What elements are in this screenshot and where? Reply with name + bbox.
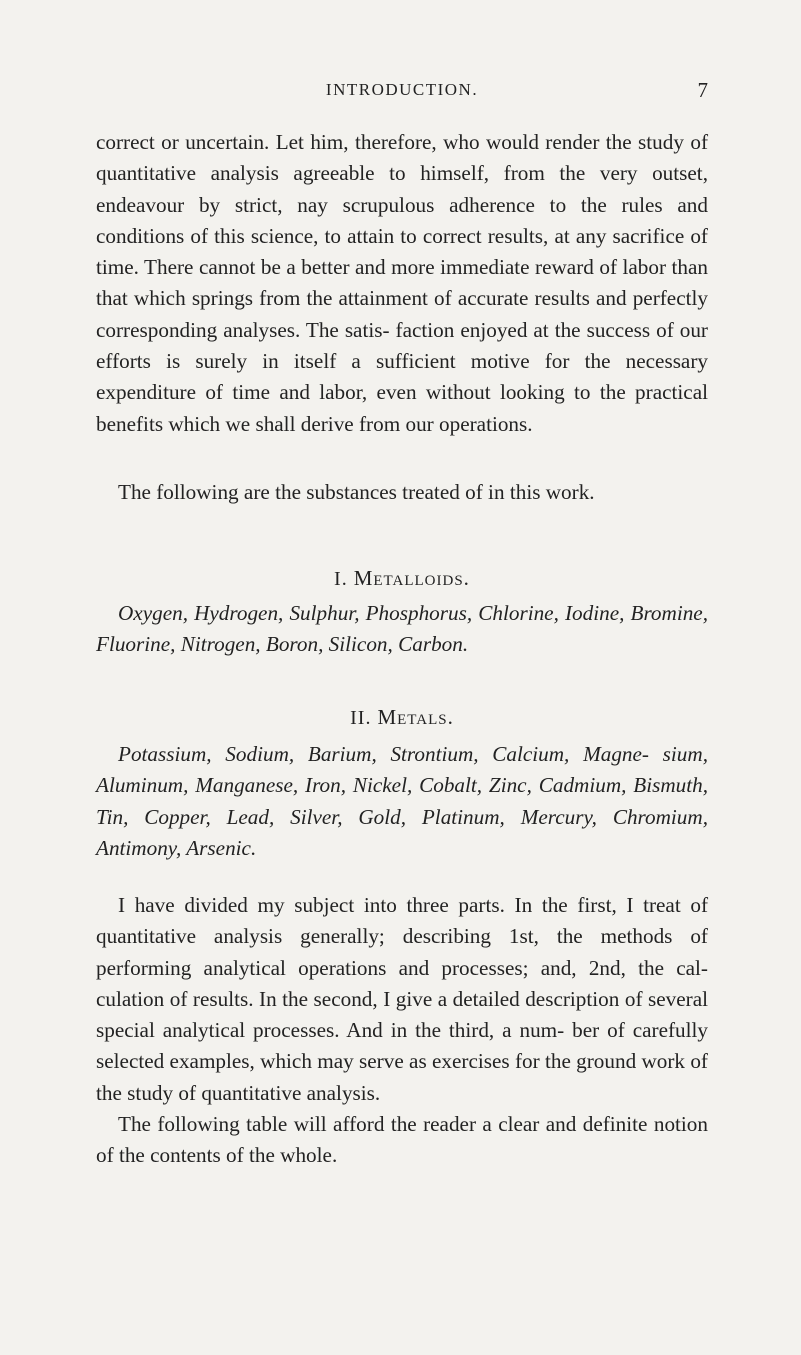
running-title: INTRODUCTION. bbox=[325, 80, 479, 99]
section-numeral: I. bbox=[334, 568, 348, 590]
section-numeral: II. bbox=[350, 707, 372, 729]
element-list-text: Potassium, Sodium, Barium, Strontium, Calcium, Magne- sium, Aluminum, Manganese, Iron, Nickel, Cobalt, Zinc, Cadmium, Bismuth, Tin, Copper, Lead, Silver, Gold, Platinum, Mercury, Chromium, Antimony, Arsenic. bbox=[96, 742, 708, 860]
paragraph-divisions bbox=[96, 890, 708, 1172]
paragraph-substances bbox=[96, 477, 708, 508]
section-title: Metals. bbox=[377, 705, 454, 729]
paragraph-intro bbox=[96, 127, 708, 440]
paragraph-text: The following table will afford the reader a clear and definite notion of the contents of the whole. bbox=[96, 1112, 708, 1168]
paragraph-text: correct or uncertain. Let him, therefore, who would render the study of quantitative analysis agreeable to himself, from the very outset, endeavour by strict, nay scrupulous adherence to the rules and conditions of this science, to attain to correct results, at any sacrifice of time. There cannot be a better and more immediate reward of labor than that which springs from the attainment of accurate results and perfectly corresponding analyses. The satis- faction enjoyed at the success of our efforts is surely in itself a sufficient motive for the necessary expenditure of time and labor, even without looking to the practical benefits which we shall derive from our operations. bbox=[96, 130, 708, 436]
section-heading-metals bbox=[96, 705, 708, 730]
paragraph-text: I have divided my subject into three parts. In the first, I treat of quantitative analysis generally; describing 1st, the methods of performing analytical operations and processes; and, 2nd, the cal- culation of results. In the second, I give a detailed description of several special analytical processes. And in the third, a num- ber of carefully selected examples, which may serve as exercises for the ground work of the study of quantitative analysis. bbox=[96, 893, 708, 1105]
element-list-text: Oxygen, Hydrogen, Sulphur, Phosphorus, Chlorine, Iodine, Bromine, Fluorine, Nitrogen, Boron, Silicon, Carbon. bbox=[96, 601, 708, 657]
page-number: 7 bbox=[697, 78, 708, 102]
paragraph-text: The following are the substances treated of in this work. bbox=[118, 480, 595, 504]
section-title: Metalloids. bbox=[353, 566, 470, 590]
running-head bbox=[96, 78, 708, 104]
metalloids-list bbox=[96, 598, 708, 661]
section-heading-metalloids bbox=[96, 566, 708, 591]
metals-list bbox=[96, 739, 708, 864]
